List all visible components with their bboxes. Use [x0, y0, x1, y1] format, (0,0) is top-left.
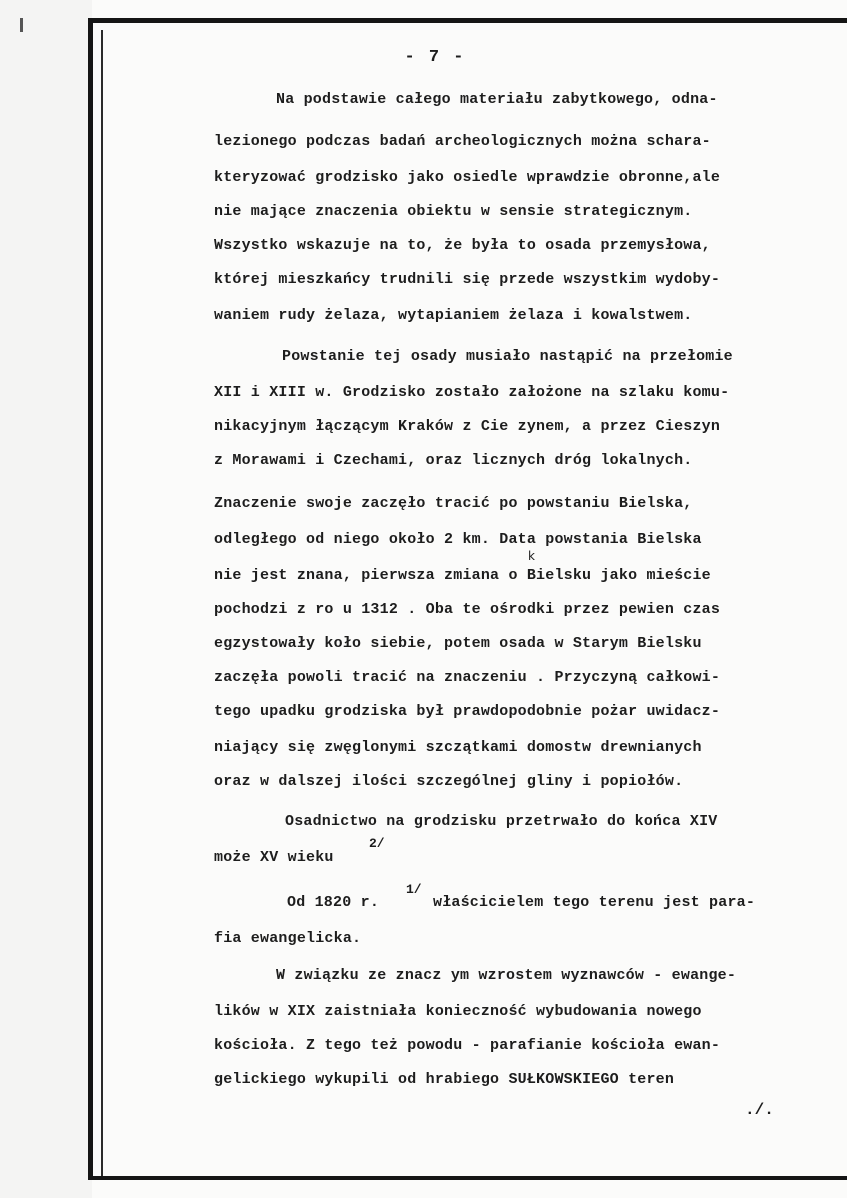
text-line: XII i XIII w. Grodzisko zostało założone na szlaku komu- [214, 384, 730, 401]
text-line: W związku ze znacz ym wzrostem wyznawców - ewange- [276, 967, 737, 984]
text-line: może XV wieku [214, 849, 334, 866]
top-border-line [88, 18, 847, 23]
text-line: lików w XIX zaistniała konieczność wybudowania nowego [214, 1003, 702, 1020]
text-line: odległego od niego około 2 km. Data powstania Bielska [214, 531, 702, 548]
text-line: gelickiego wykupili od hrabiego SUŁKOWSKIEGO teren [214, 1071, 675, 1088]
text-line: zaczęła powoli tracić na znaczeniu . Przyczyną całkowi- [214, 669, 721, 686]
text-line: egzystowały koło siebie, potem osada w Starym Bielsku [214, 635, 702, 652]
text-line: tego upadku grodziska był prawdopodobnie pożar uwidacz- [214, 703, 721, 720]
left-border-line [88, 18, 93, 1180]
text-line: z Morawami i Czechami, oraz licznych dróg lokalnych. [214, 452, 693, 469]
bottom-border-line [88, 1176, 847, 1180]
text-line: Od 1820 r. [287, 894, 380, 911]
text-line: waniem rudy żelaza, wytapianiem żelaza i kowalstwem. [214, 307, 693, 324]
left-margin-strip [0, 0, 92, 1198]
text-line: Powstanie tej osady musiało nastąpić na przełomie [282, 348, 733, 365]
text-line: nie jest znana, pierwsza zmiana o Bielsku jako mieście [214, 567, 711, 584]
text-line: nikacyjnym łączącym Kraków z Cie zynem, a przez Cieszyn [214, 418, 721, 435]
footnote-reference: 1/ [406, 882, 422, 897]
text-line: kościoła. Z tego też powodu - parafianie kościoła ewan- [214, 1037, 721, 1054]
text-line: właścicielem tego terenu jest para- [433, 894, 756, 911]
text-line: kteryzować grodzisko jako osiedle wprawdzie obronne,ale [214, 169, 721, 186]
page-number: - 7 - [404, 48, 466, 67]
scan-speck [20, 18, 23, 32]
text-line: Wszystko wskazuje na to, że była to osada przemysłowa, [214, 237, 711, 254]
text-line: której mieszkańcy trudnili się przede wszystkim wydoby- [214, 271, 721, 288]
continuation-mark: ./. [745, 1101, 774, 1119]
text-line: Znaczenie swoje zaczęło tracić po powstaniu Bielska, [214, 495, 693, 512]
text-line: Na podstawie całego materiału zabytkowego, odna- [276, 91, 718, 108]
footnote-reference: 2/ [369, 836, 385, 851]
text-line: fia ewangelicka. [214, 930, 362, 947]
text-line: Osadnictwo na grodzisku przetrwało do końca XIV [285, 813, 718, 830]
handwritten-insert-mark: k [528, 549, 535, 563]
left-inner-border-line [101, 30, 103, 1180]
text-line: pochodzi z ro u 1312 . Oba te ośrodki przez pewien czas [214, 601, 721, 618]
text-line: lezionego podczas badań archeologicznych można schara- [214, 133, 711, 150]
text-line: niający się zwęglonymi szczątkami domostw drewnianych [214, 739, 702, 756]
text-line: nie mające znaczenia obiektu w sensie strategicznym. [214, 203, 693, 220]
text-line: oraz w dalszej ilości szczególnej gliny i popiołów. [214, 773, 684, 790]
